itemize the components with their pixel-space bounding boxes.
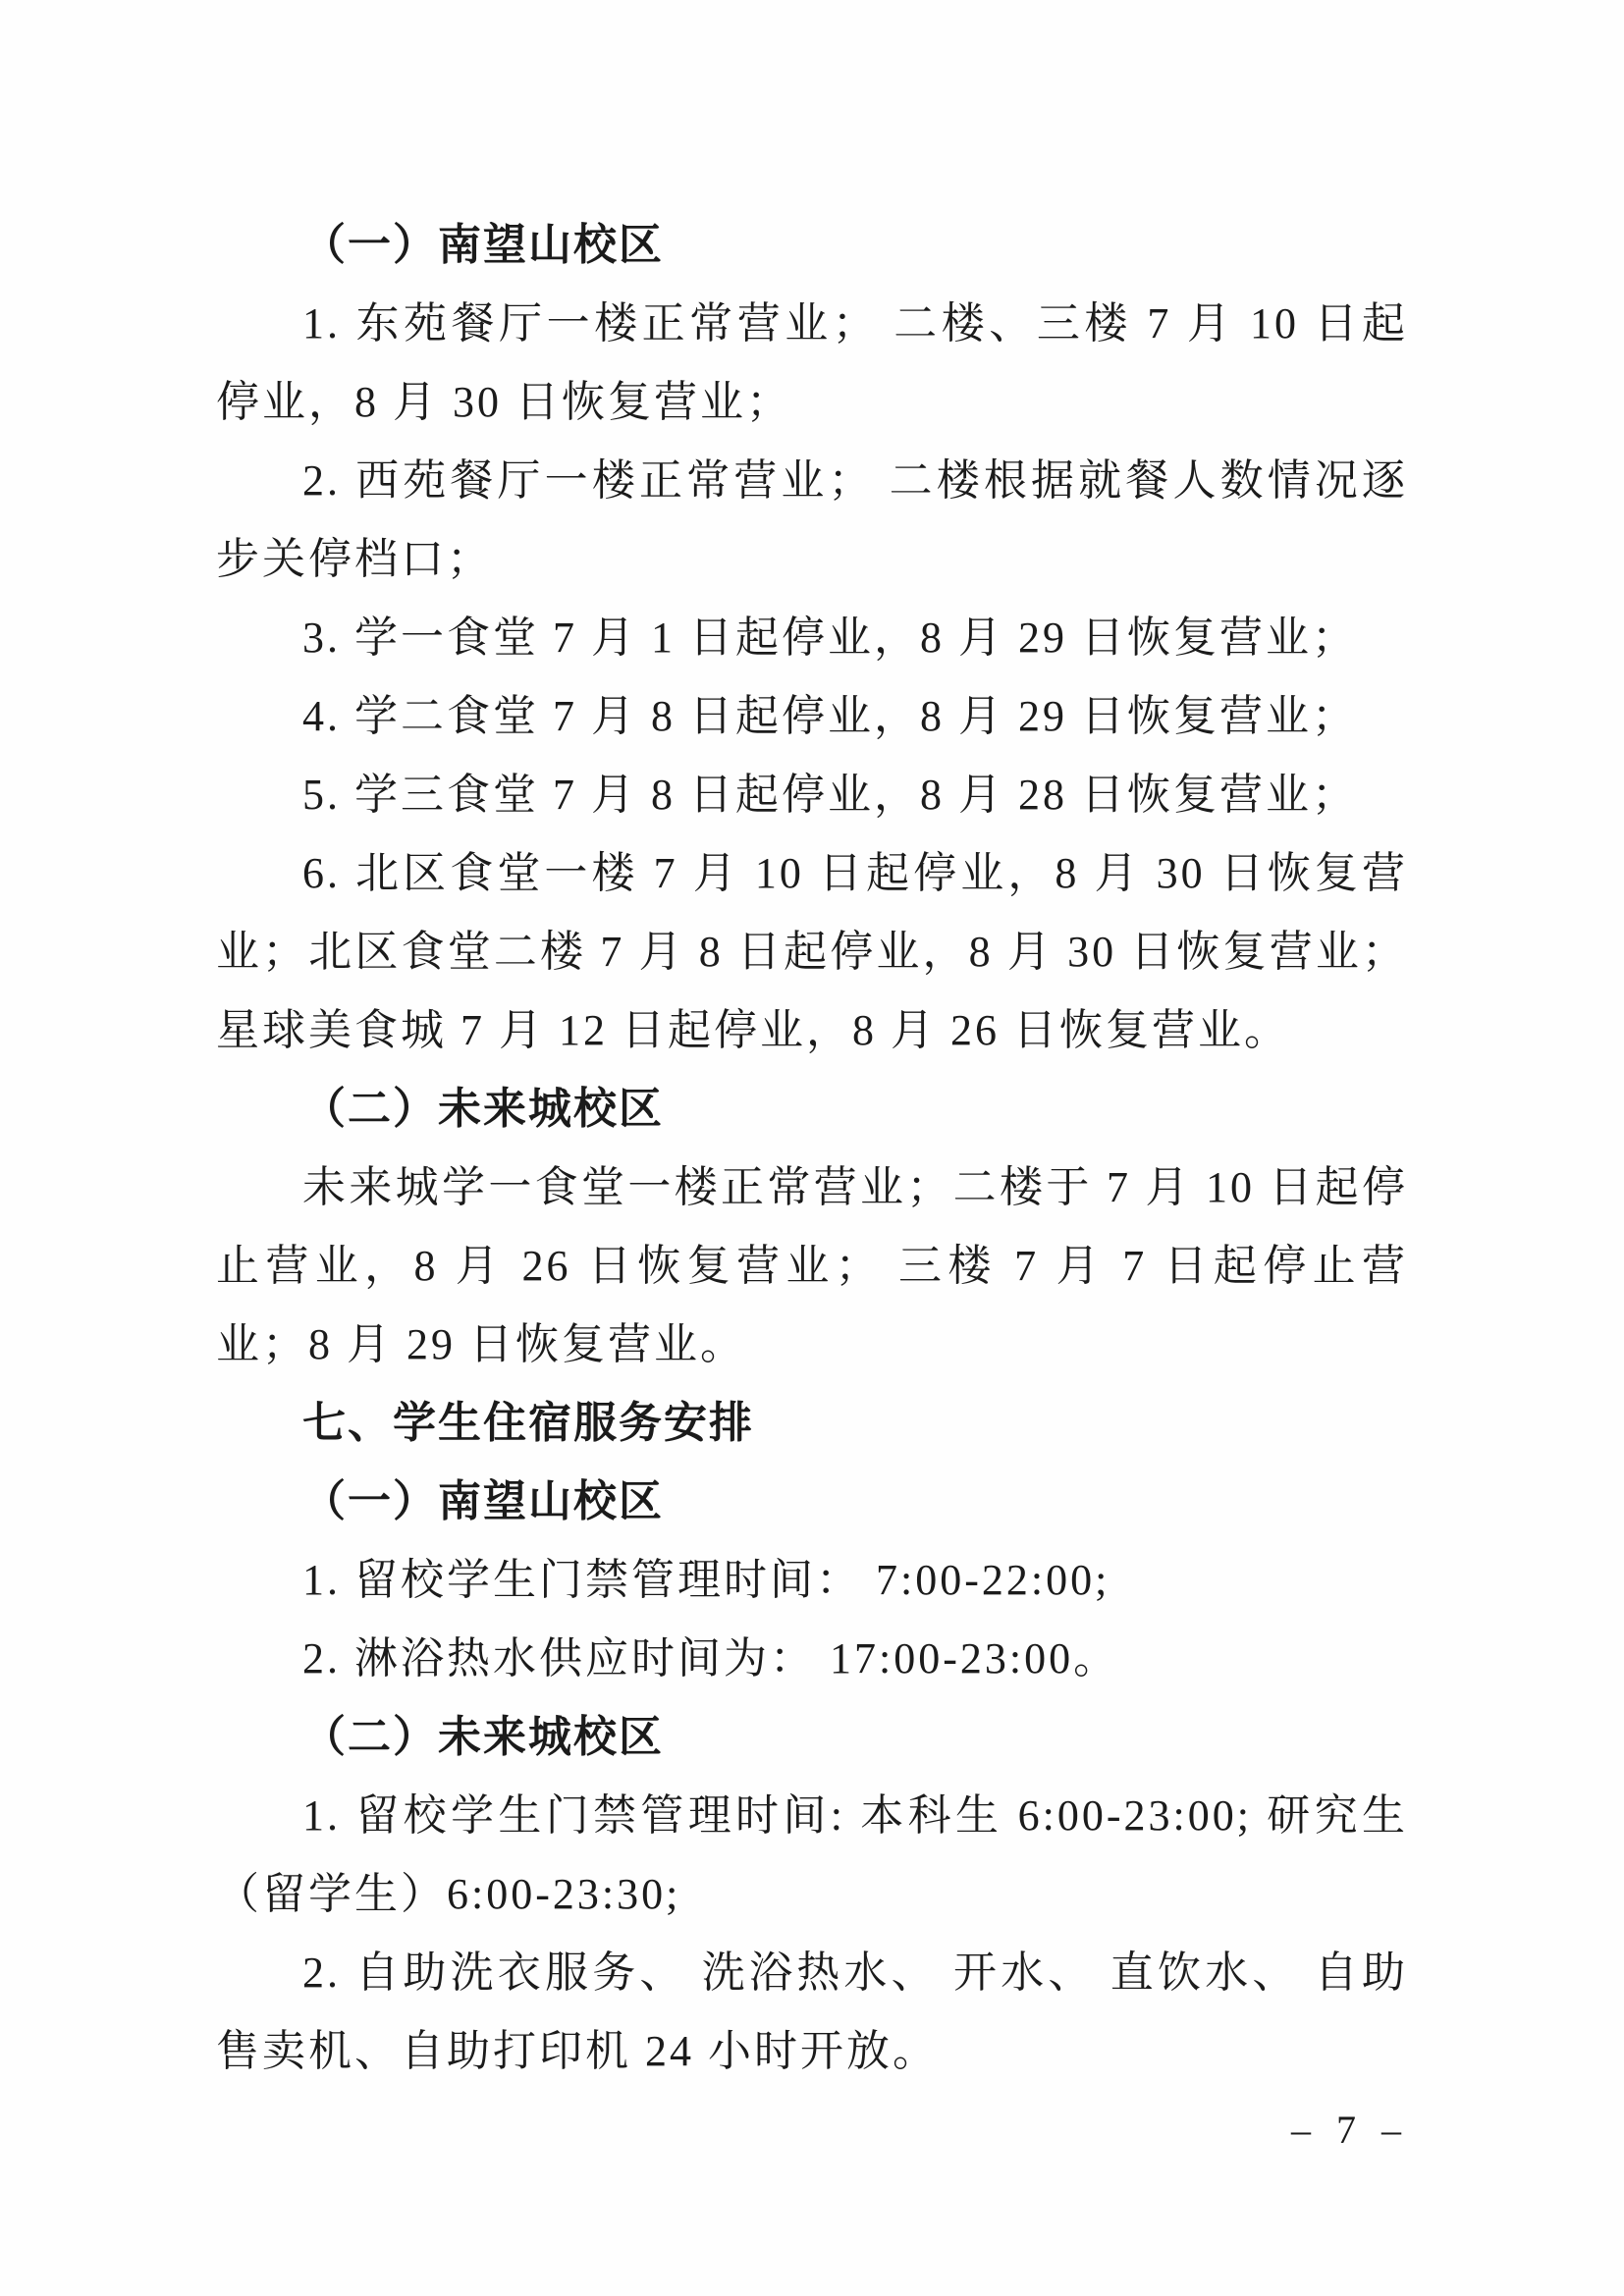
section-heading: （二）未来城校区 [302,1085,664,1133]
paragraph: 3. 学一食堂 7 月 1 日起停业，8 月 29 日恢复营业； [302,614,1358,662]
paragraph: 2. 淋浴热水供应时间为： 17:00-23:00。 [302,1634,1120,1682]
section-heading: 七、学生住宿服务安排 [302,1399,754,1447]
page-number: – 7 – [1291,2108,1409,2152]
paragraph: 未来城学一食堂一楼正常营业；二楼于 7 月 10 日起停止营业，8 月 26 日恢复营业； 三楼 7 月 7 日起停止营业；8 月 29 日恢复营业。 [216,1163,1408,1368]
paragraph: 5. 学三食堂 7 月 8 日起停业，8 月 28 日恢复营业； [302,771,1358,819]
paragraph: 1. 留校学生门禁管理时间: 本科生 6:00-23:00; 研究生（留学生）6:00-23:30; [216,1791,1408,1918]
paragraph: 4. 学二食堂 7 月 8 日起停业，8 月 29 日恢复营业； [302,692,1358,740]
section-heading: （二）未来城校区 [302,1713,664,1761]
paragraph: 2. 自助洗衣服务、 洗浴热水、 开水、 直饮水、 自助售卖机、自助打印机 24 小时开放。 [216,1949,1408,2075]
section-heading: （一）南望山校区 [302,1477,664,1525]
paragraph: 1. 留校学生门禁管理时间： 7:00-22:00; [302,1556,1110,1604]
paragraph: 2. 西苑餐厅一楼正常营业； 二楼根据就餐人数情况逐步关停档口； [216,456,1408,583]
paragraph: 1. 东苑餐厅一楼正常营业； 二楼、三楼 7 月 10 日起停业，8 月 30 日恢复营业； [216,299,1408,426]
document-body [216,206,1408,2091]
paragraph: 6. 北区食堂一楼 7 月 10 日起停业，8 月 30 日恢复营业；北区食堂二楼 7 月 8 日起停业，8 月 30 日恢复营业； 星球美食城 7 月 12 日起停业，8 月 26 日恢复营业。 [216,849,1408,1054]
section-heading: （一）南望山校区 [302,221,664,269]
